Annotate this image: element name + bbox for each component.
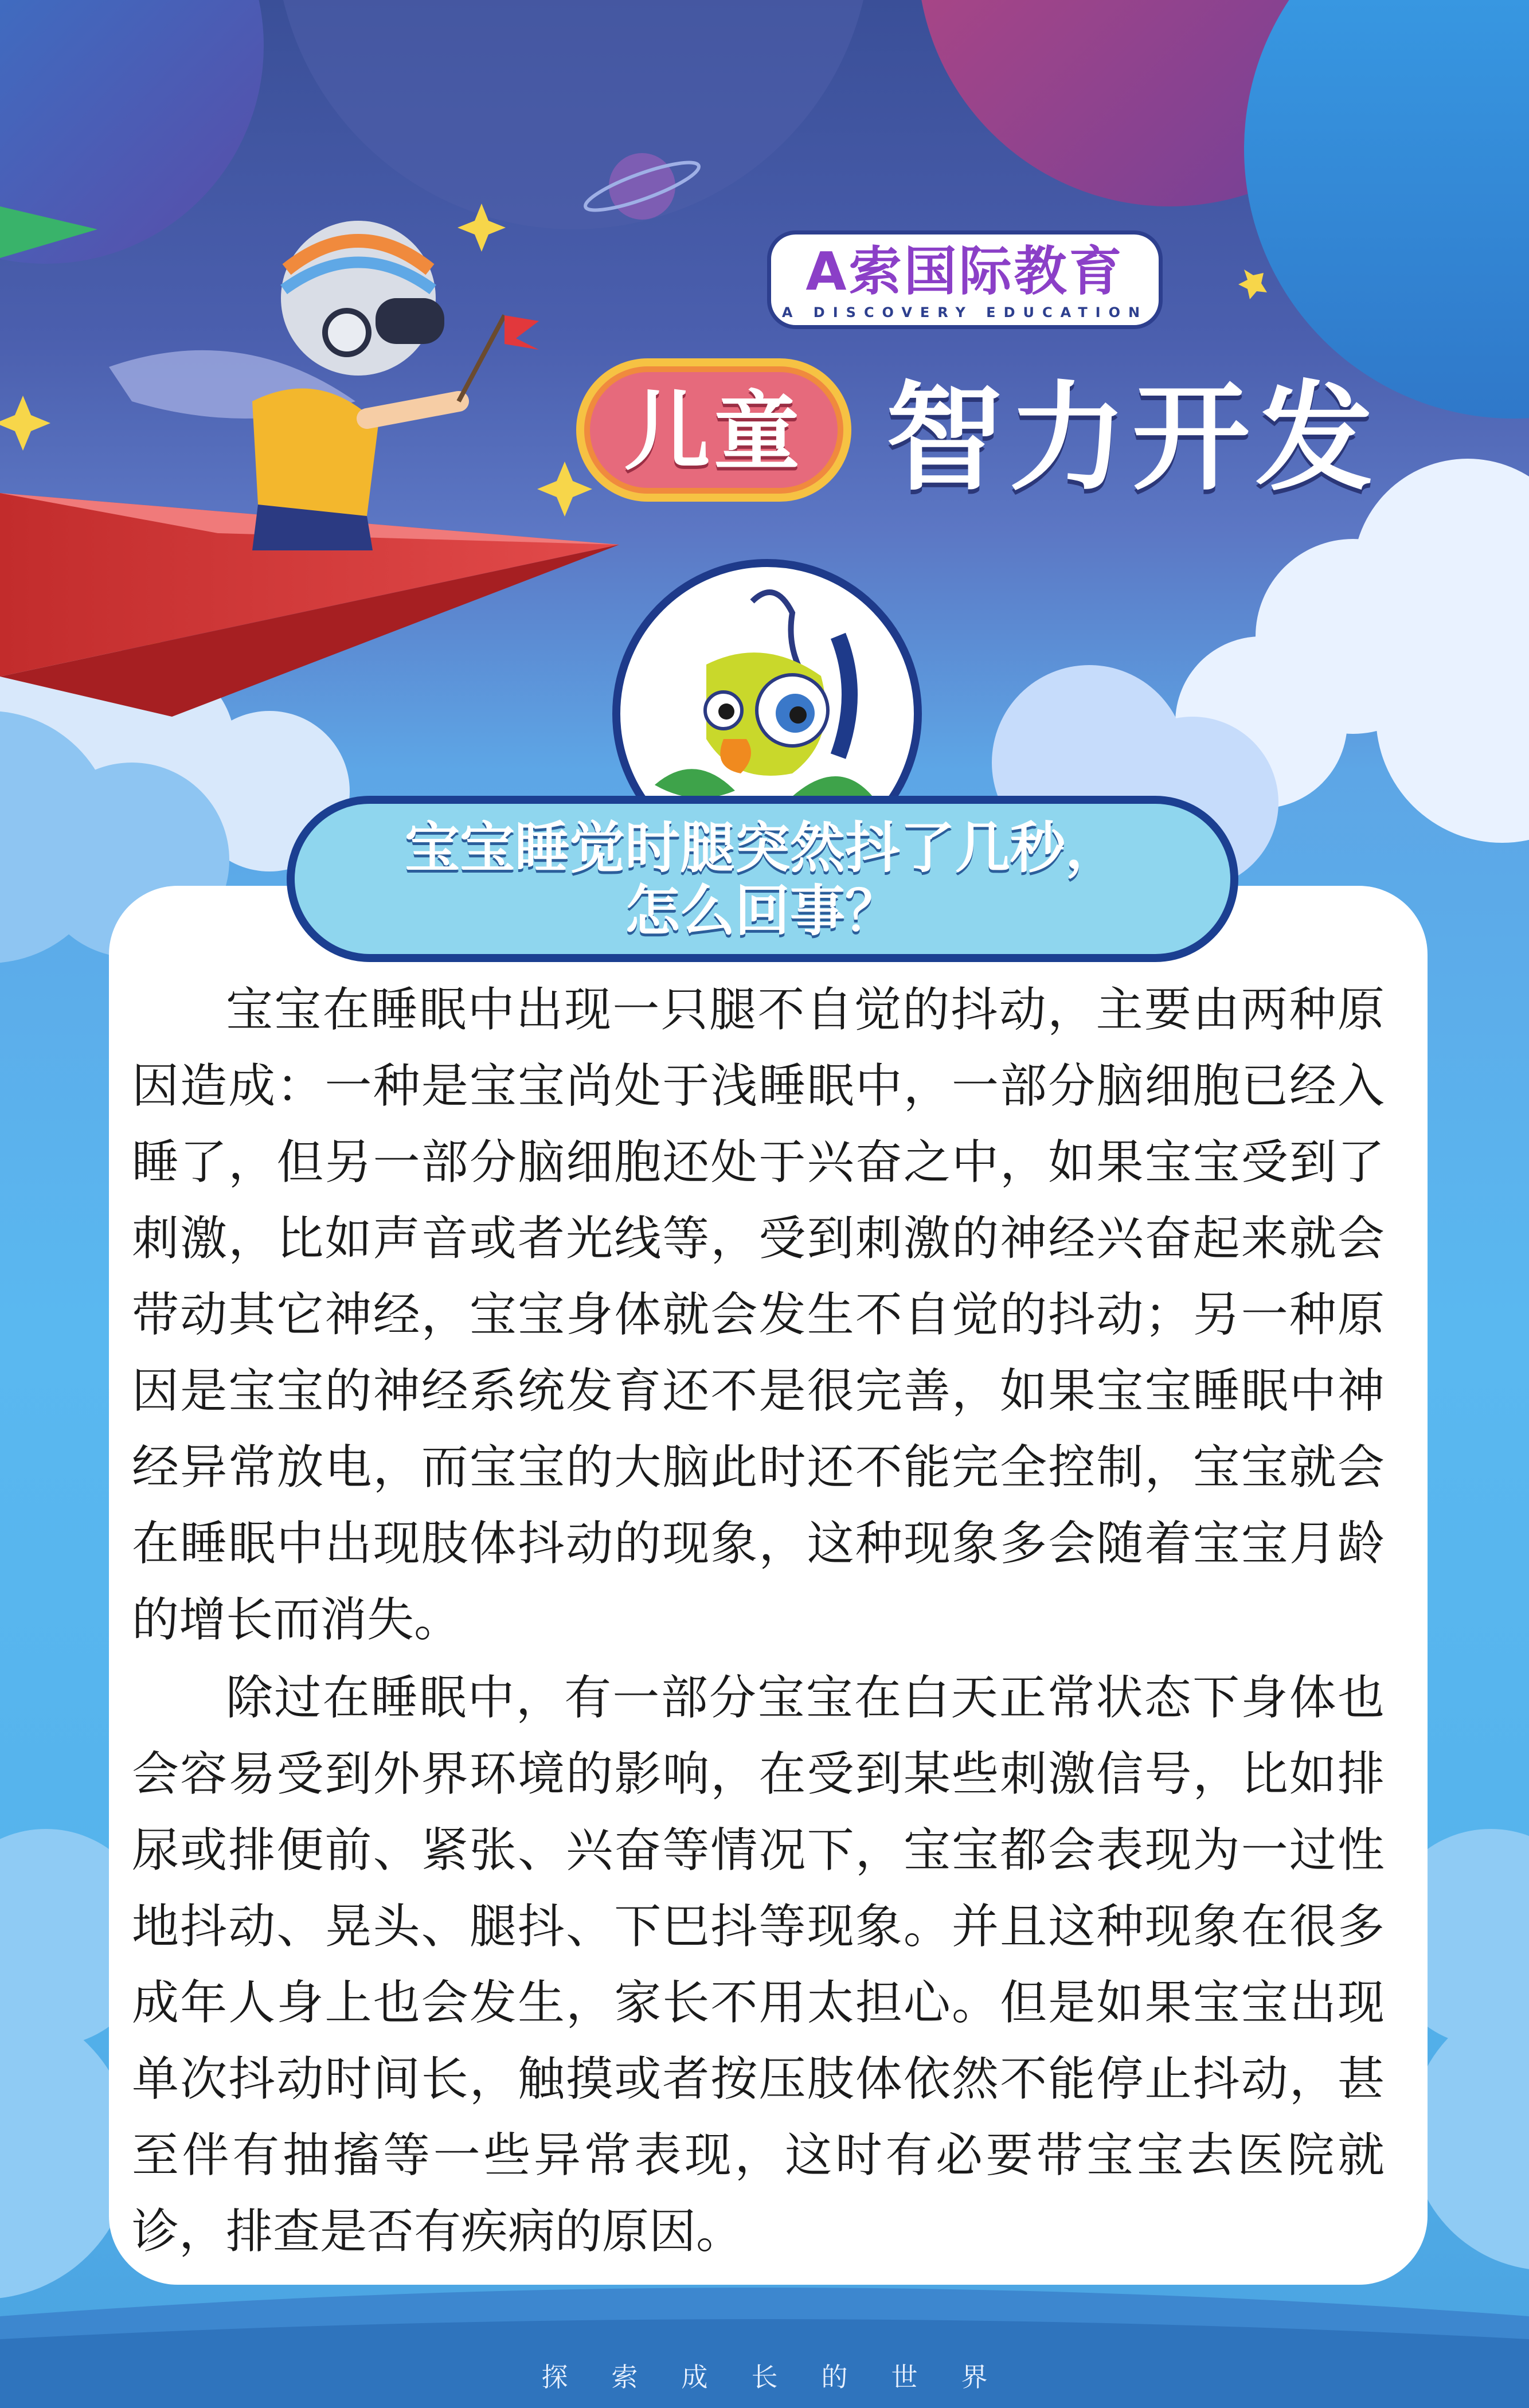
article-paragraph-1: 宝宝在睡眠中出现一只腿不自觉的抖动，主要由两种原因造成：一种是宝宝尚处于浅睡眠中，一部分脑细胞已经入睡了，但另一部分脑细胞还处于兴奋之中，如果宝宝受到了刺激，比如声音或者光线等，受到刺激的神经兴奋起来就会带动其它神经，宝宝身体就会发生不自觉的抖动；另一种原因是宝宝的神经系统发育还不是很完善，如果宝宝睡眠中神经异常放电，而宝宝的大脑此时还不能完全控制，宝宝就会在睡眠中出现肢体抖动的现象，这种现象多会随着宝宝月龄的增长而消失。 [132,983,1385,1647]
headline-badge [576,358,851,502]
planet-small-ringed [609,153,675,220]
brand-logo [767,230,1163,329]
headline-badge-text: 儿童 [624,382,803,482]
logo-text: A索国际教育 [805,241,1124,302]
planet-top-center [275,0,871,229]
footer-slogan: 探索成长的世界 [541,2362,1031,2393]
logo-subtitle: A DISCOVERY EDUCATION [781,304,1148,320]
article-title-line2: 怎么回事？ [625,879,900,943]
headline-title: 智力开发 [886,370,1379,507]
boy-on-plane-illustration [0,221,619,717]
article-title [287,796,1238,962]
planet-top-right-blue [1244,0,1529,419]
article-paragraph-2: 除过在睡眠中，有一部分宝宝在白天正常状态下身体也会容易受到外界环境的影响，在受到某些刺激信号，比如排尿或排便前、紧张、兴奋等情况下，宝宝都会表现为一过性地抖动、晃头、腿抖、下巴抖等现象。并且这种现象在很多成年人身上也会发生，家长不用太担心。但是如果宝宝出现单次抖动时间长，触摸或者按压肢体依然不能停止抖动，甚至伴有抽搐等一些异常表现，这时有必要带宝宝去医院就诊，排查是否有疾病的原因。 [132,1671,1385,2259]
article-title-line1: 宝宝睡觉时腿突然抖了几秒， [405,816,1120,880]
